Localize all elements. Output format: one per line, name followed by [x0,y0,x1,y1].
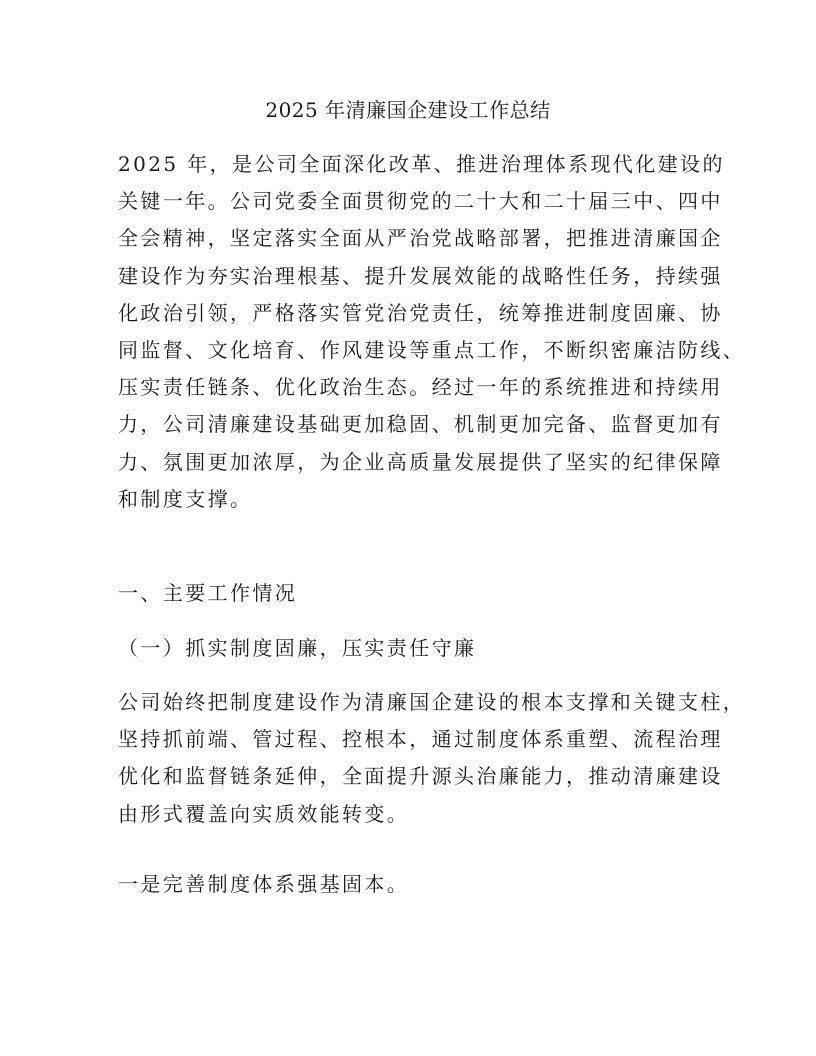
point-heading: 一是完善制度体系强基固本。 [118,872,410,896]
paragraph-line: 关键一年。公司党委全面贯彻党的二十大和二十届三中、四中 [118,189,723,214]
document-title: 2025 年清廉国企建设工作总结 [265,98,551,122]
section-heading: 一、主要工作情况 [118,581,298,605]
paragraph-line: 力，公司清廉建设基础更加稳固、机制更加完备、监督更加有 [118,412,723,437]
paragraph-line: 公司始终把制度建设作为清廉国企建设的根本支撑和关键支柱， [118,690,746,714]
subsection-paragraph [118,684,746,833]
intro-paragraph [118,146,746,518]
paragraph-line: 优化和监督链条延伸，全面提升源头治廉能力，推动清廉建设 [118,764,723,789]
paragraph-line: 压实责任链条、优化政治生态。经过一年的系统推进和持续用 [118,375,723,400]
paragraph-line: 2025 年，是公司全面深化改革、推进治理体系现代化建设的 [118,152,725,176]
paragraph-line: 力、氛围更加浓厚，为企业高质量发展提供了坚实的纪律保障 [118,449,723,474]
paragraph-line: 坚持抓前端、管过程、控根本，通过制度体系重塑、流程治理 [118,727,723,752]
paragraph-line: 化政治引领，严格落实管党治党责任，统筹推进制度固廉、协 [118,300,723,325]
paragraph-line: 全会精神，坚定落实全面从严治党战略部署，把推进清廉国企 [118,226,723,251]
paragraph-line: 同监督、文化培育、作风建设等重点工作，不断织密廉洁防线、 [118,338,746,363]
subsection-heading: （一）抓实制度固廉，压实责任守廉 [118,636,477,660]
paragraph-line: 和制度支撑。 [118,486,253,511]
paragraph-line: 由形式覆盖向实质效能转变。 [118,801,410,826]
paragraph-line: 建设作为夯实治理根基、提升发展效能的战略性任务，持续强 [118,263,723,288]
